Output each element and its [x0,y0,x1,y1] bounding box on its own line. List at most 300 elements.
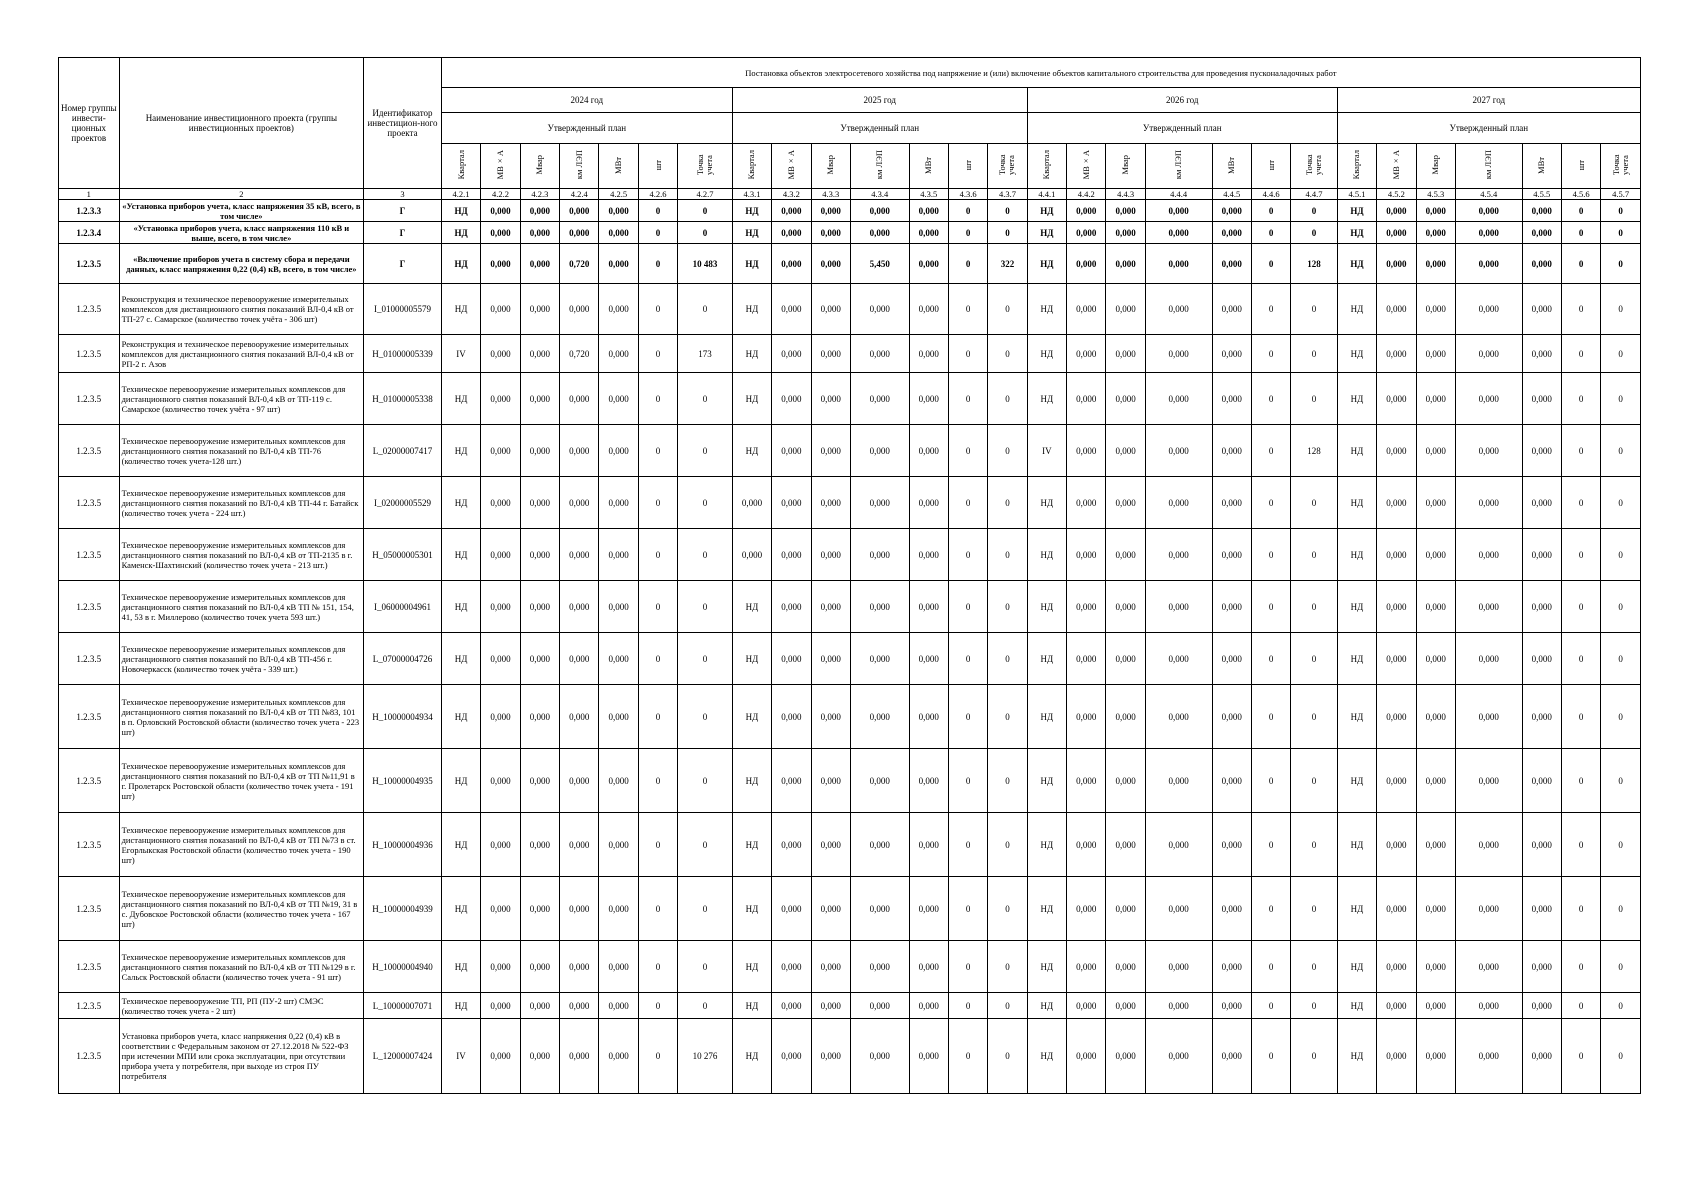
row-value-cell: 0,000 [1067,335,1106,373]
row-value-cell: 0,000 [481,685,520,749]
row-value-cell: 0 [1251,335,1290,373]
row-value-cell: 0,000 [1067,993,1106,1019]
header-unit-label: Мвар [1430,155,1441,175]
row-value-cell: 0,000 [1522,633,1561,685]
header-unit-label: МВ×А [1080,150,1091,180]
column-number: 4.5.6 [1561,189,1600,200]
row-value-cell: 0 [1601,284,1640,335]
row-value-cell: 0,000 [1106,373,1145,425]
row-value-cell: 0,000 [1212,685,1251,749]
row-project-name: Техническое перевооружение измерительных комплексов для дистанционного снятия показаний ВЛ-0,4 кВ от ТП-119 с. Самарское (количество точек учёта - 97 шт) [119,373,363,425]
row-value-cell: 0 [1291,877,1337,941]
row-value-cell: 0,000 [850,1019,909,1094]
header-year: 2026 год [1027,88,1337,113]
column-number: 4.3.5 [909,189,948,200]
row-value-cell: 0,000 [1455,685,1522,749]
row-group-number: 1.2.3.5 [59,749,120,813]
table-row [59,633,1641,685]
row-value-cell: 0,000 [1106,749,1145,813]
row-project-name: Техническое перевооружение измерительных комплексов для дистанционного снятия показаний по ВЛ-0,4 кВ от ТП-2135 в г. Каменск-Шахтинский (количество точек учета - 213 шт.) [119,529,363,581]
row-value-cell: НД [1337,529,1376,581]
header-unit [1145,144,1212,189]
row-value-cell: 0,000 [1212,877,1251,941]
table-row [59,284,1641,335]
row-value-cell: 0,000 [811,335,850,373]
row-value-cell: 0 [638,633,677,685]
row-value-cell: 0,000 [1455,200,1522,222]
row-group-number: 1.2.3.5 [59,425,120,477]
row-value-cell: 0,000 [1455,373,1522,425]
header-unit [988,144,1027,189]
row-value-cell: 0,000 [1455,284,1522,335]
row-value-cell: 0,000 [1455,425,1522,477]
row-value-cell: 0,000 [1522,941,1561,993]
row-value-cell: 0,000 [909,373,948,425]
header-unit [1337,144,1376,189]
row-value-cell: 0,000 [520,425,559,477]
row-value-cell: 0,000 [850,335,909,373]
row-value-cell: 0 [638,941,677,993]
header-unit-label: Мвар [825,155,836,175]
column-number: 4.3.3 [811,189,850,200]
row-value-cell: НД [1027,335,1066,373]
row-value-cell: НД [732,373,771,425]
row-value-cell: 0,000 [1416,813,1455,877]
row-value-cell: 0 [1601,993,1640,1019]
row-value-cell: 0,000 [1522,685,1561,749]
row-value-cell: НД [441,993,480,1019]
header-unit-label: МВт [923,156,934,174]
row-value-cell: НД [732,633,771,685]
row-value-cell: НД [1337,244,1376,284]
header-group-number: Номер группы инвести-ционных проектов [59,58,120,189]
row-value-cell: 0,000 [1145,477,1212,529]
row-value-cell: 0,000 [520,581,559,633]
row-value-cell: 0,000 [811,425,850,477]
row-value-cell: 128 [1291,244,1337,284]
column-number: 4.5.3 [1416,189,1455,200]
row-value-cell: 0,720 [560,335,599,373]
column-number: 4.2.6 [638,189,677,200]
row-project-id: Г [364,222,442,244]
row-value-cell: 0,000 [1106,425,1145,477]
column-number: 4.5.1 [1337,189,1376,200]
row-value-cell: 0 [1291,284,1337,335]
row-value-cell: 0,000 [520,1019,559,1094]
row-value-cell: 0,000 [520,477,559,529]
column-number: 4.4.3 [1106,189,1145,200]
row-value-cell: 0 [988,685,1027,749]
header-unit [732,144,771,189]
row-value-cell: НД [732,335,771,373]
row-value-cell: 0 [988,425,1027,477]
column-number: 4.2.7 [678,189,733,200]
row-value-cell: 128 [1291,425,1337,477]
row-value-cell: 0,000 [1455,813,1522,877]
row-value-cell: НД [1337,685,1376,749]
row-value-cell: НД [1027,993,1066,1019]
row-value-cell: НД [732,581,771,633]
row-value-cell: НД [441,477,480,529]
row-value-cell: НД [1337,200,1376,222]
table-row [59,244,1641,284]
row-value-cell: 0,000 [1106,222,1145,244]
row-value-cell: 0,000 [772,993,811,1019]
column-number: 4.4.6 [1251,189,1290,200]
row-value-cell: 0,000 [1377,335,1416,373]
row-value-cell: 0,000 [772,529,811,581]
row-value-cell: 0,000 [811,877,850,941]
row-value-cell: 0,000 [909,244,948,284]
row-project-id: H_01000005339 [364,335,442,373]
investment-table-sheet [58,57,1640,1094]
row-value-cell: 0 [948,941,987,993]
row-group-number: 1.2.3.5 [59,993,120,1019]
row-value-cell: 0,000 [560,877,599,941]
row-project-name: Техническое перевооружение измерительных комплексов для дистанционного снятия показаний по ВЛ-0,4 кВ от ТП №129 в г. Сальск Ростовской области (количество точек учета - 91 шт) [119,941,363,993]
row-value-cell: 0,000 [1106,1019,1145,1094]
row-value-cell: 0,000 [1145,284,1212,335]
row-value-cell: 0,000 [560,373,599,425]
row-value-cell: 0,000 [1106,941,1145,993]
header-unit-label: км ЛЭП [874,150,885,180]
row-value-cell: 0,000 [1106,529,1145,581]
row-value-cell: НД [441,749,480,813]
row-value-cell: 0 [948,335,987,373]
row-value-cell: 0,000 [599,1019,638,1094]
row-value-cell: 0,000 [1212,222,1251,244]
row-value-cell: 0,000 [1145,335,1212,373]
row-project-id: H_10000004935 [364,749,442,813]
row-value-cell: 0 [948,373,987,425]
row-value-cell: НД [732,222,771,244]
row-value-cell: 0 [1561,1019,1600,1094]
row-value-cell: 0,000 [909,529,948,581]
header-unit-label: МВ×А [1390,150,1401,180]
row-value-cell: НД [441,941,480,993]
row-value-cell: 0,000 [481,529,520,581]
row-value-cell: НД [732,749,771,813]
column-number: 3 [364,189,442,200]
row-project-id: L_02000007417 [364,425,442,477]
row-value-cell: 0,000 [520,244,559,284]
row-group-number: 1.2.3.3 [59,200,120,222]
row-value-cell: 0 [988,941,1027,993]
row-value-cell: 0 [1251,244,1290,284]
table-row [59,685,1641,749]
row-value-cell: 0,000 [481,284,520,335]
row-value-cell: НД [1027,941,1066,993]
row-value-cell: 0 [1561,941,1600,993]
row-value-cell: 0,000 [1067,685,1106,749]
row-value-cell: 0,000 [481,222,520,244]
row-group-number: 1.2.3.5 [59,633,120,685]
row-value-cell: 0,000 [811,222,850,244]
header-unit-label: Мвар [534,155,545,175]
row-project-name: Техническое перевооружение измерительных комплексов для дистанционного снятия показаний по ВЛ-0,4 кВ ТП-456 г. Новочеркасск (количество точек учёта - 339 шт.) [119,633,363,685]
row-value-cell: 0 [948,529,987,581]
row-value-cell: 0,000 [1212,941,1251,993]
row-value-cell: 0,000 [1106,244,1145,284]
row-value-cell: 0,000 [1212,529,1251,581]
row-value-cell: 0,000 [909,877,948,941]
header-unit-label: МВт [1536,156,1547,174]
row-value-cell: 0 [1251,529,1290,581]
row-value-cell: 0,000 [850,685,909,749]
row-value-cell: 0,000 [1416,685,1455,749]
header-unit-label: Квартал [455,150,466,180]
row-value-cell: 0 [1291,222,1337,244]
row-value-cell: 0,000 [560,425,599,477]
row-value-cell: 0,000 [1416,941,1455,993]
row-project-name: Техническое перевооружение ТП, РП (ПУ-2 шт) СМЭС (количество точек учета - 2 шт) [119,993,363,1019]
row-value-cell: 0 [948,877,987,941]
row-value-cell: НД [441,244,480,284]
row-value-cell: 0,000 [599,284,638,335]
row-value-cell: IV [1027,425,1066,477]
row-value-cell: 0,000 [811,749,850,813]
row-value-cell: 0,000 [1145,581,1212,633]
row-group-number: 1.2.3.5 [59,335,120,373]
column-number: 4.3.4 [850,189,909,200]
row-project-id: L_10000007071 [364,993,442,1019]
header-unit [909,144,948,189]
row-project-name: «Установка приборов учета, класс напряжения 110 кВ и выше, всего, в том числе» [119,222,363,244]
row-value-cell: 0,000 [599,941,638,993]
row-value-cell: 0 [1291,529,1337,581]
row-value-cell: 0 [1291,581,1337,633]
row-value-cell: 0,000 [1212,1019,1251,1094]
row-value-cell: 0,000 [1145,244,1212,284]
row-value-cell: 0 [678,941,733,993]
row-value-cell: 0,000 [909,335,948,373]
row-value-cell: НД [1337,425,1376,477]
row-value-cell: 0,000 [1377,200,1416,222]
row-value-cell: 0,000 [520,200,559,222]
row-value-cell: НД [1027,813,1066,877]
row-value-cell: 0,000 [1455,477,1522,529]
header-approved-plan: Утвержденный план [441,113,732,144]
row-value-cell: 0,000 [909,685,948,749]
row-value-cell: 0 [1251,200,1290,222]
row-value-cell: 0,000 [1416,425,1455,477]
row-value-cell: НД [1027,200,1066,222]
row-value-cell: 0 [1601,335,1640,373]
column-number: 4.3.7 [988,189,1027,200]
row-value-cell: 0,000 [1377,373,1416,425]
row-value-cell: 5,450 [850,244,909,284]
row-value-cell: 0 [1251,749,1290,813]
row-value-cell: 0,000 [1106,633,1145,685]
row-value-cell: 0,000 [1212,633,1251,685]
row-value-cell: 0,000 [1145,529,1212,581]
row-value-cell: 0 [678,425,733,477]
row-value-cell: 0,000 [1522,244,1561,284]
row-value-cell: НД [441,284,480,335]
column-number: 4.5.2 [1377,189,1416,200]
header-unit-label: шт [652,159,663,171]
row-value-cell: 0,000 [850,581,909,633]
row-value-cell: 0,000 [599,222,638,244]
row-value-cell: 0 [948,813,987,877]
row-value-cell: 0,000 [1377,222,1416,244]
column-number: 4.4.1 [1027,189,1066,200]
row-value-cell: 0 [678,877,733,941]
row-value-cell: 0,000 [1212,477,1251,529]
row-value-cell: 0,000 [1067,529,1106,581]
row-value-cell: 0 [988,993,1027,1019]
row-value-cell: 0,000 [850,993,909,1019]
row-value-cell: 0,000 [732,529,771,581]
header-unit [560,144,599,189]
row-value-cell: НД [1337,813,1376,877]
header-unit [1561,144,1600,189]
column-number: 4.3.1 [732,189,771,200]
row-value-cell: 0,000 [1455,941,1522,993]
row-value-cell: 0,000 [599,993,638,1019]
row-value-cell: 0 [1251,581,1290,633]
header-unit-label: шт [1265,159,1276,171]
row-value-cell: 0 [1291,993,1337,1019]
row-project-id: I_01000005579 [364,284,442,335]
row-value-cell: 0,000 [811,685,850,749]
row-group-number: 1.2.3.5 [59,373,120,425]
row-value-cell: НД [1337,284,1376,335]
row-value-cell: 0,000 [1522,284,1561,335]
row-value-cell: 0 [1601,425,1640,477]
header-unit [772,144,811,189]
row-value-cell: IV [441,1019,480,1094]
row-value-cell: 0,000 [1416,529,1455,581]
row-project-id: Г [364,200,442,222]
row-value-cell: 0,000 [1522,813,1561,877]
row-group-number: 1.2.3.5 [59,581,120,633]
row-value-cell: 0,000 [811,581,850,633]
row-value-cell: 0 [1291,633,1337,685]
row-value-cell: 0,000 [1067,1019,1106,1094]
column-number: 1 [59,189,120,200]
row-value-cell: 0 [678,373,733,425]
row-value-cell: НД [441,222,480,244]
row-value-cell: 0 [678,749,733,813]
row-value-cell: 0,000 [560,633,599,685]
row-value-cell: НД [732,425,771,477]
row-value-cell: 0,000 [1455,877,1522,941]
row-value-cell: 0,000 [1067,633,1106,685]
row-value-cell: 0 [1561,685,1600,749]
row-value-cell: 0 [1251,941,1290,993]
row-value-cell: НД [1027,581,1066,633]
header-unit-label: шт [962,159,973,171]
row-value-cell: 0,000 [732,477,771,529]
row-value-cell: 0 [988,813,1027,877]
row-group-number: 1.2.3.5 [59,244,120,284]
row-value-cell: 0,000 [1212,284,1251,335]
row-project-name: Техническое перевооружение измерительных комплексов для дистанционного снятия показаний по ВЛ-0,4 кВ ТП-44 г. Батайск (количество точек учета - 224 шт.) [119,477,363,529]
row-value-cell: НД [732,993,771,1019]
header-project-id: Идентификатор инвестицион-ного проекта [364,58,442,189]
row-project-name: «Установка приборов учета, класс напряжения 35 кВ, всего, в том числе» [119,200,363,222]
row-value-cell: 0,000 [520,373,559,425]
row-project-name: Реконструкция и техническое перевооружение измерительных комплексов для дистанционного снятия показаний ВЛ-0,4 кВ от РП-2 г. Азов [119,335,363,373]
table-row [59,425,1641,477]
row-value-cell: 0,000 [850,877,909,941]
row-value-cell: 0 [638,373,677,425]
header-unit [1067,144,1106,189]
row-value-cell: 0 [948,425,987,477]
header-unit [599,144,638,189]
row-value-cell: 0 [1561,633,1600,685]
header-year: 2024 год [441,88,732,113]
table-row [59,877,1641,941]
row-project-name: «Включение приборов учета в систему сбора и передачи данных, класс напряжения 0,22 (0,4) кВ, всего, в том числе» [119,244,363,284]
row-value-cell: 0 [948,200,987,222]
row-value-cell: 0,000 [1522,993,1561,1019]
row-value-cell: НД [732,200,771,222]
row-value-cell: 0,000 [1106,685,1145,749]
header-unit-label: км ЛЭП [1173,150,1184,180]
row-value-cell: 0,000 [1377,1019,1416,1094]
row-value-cell: НД [732,941,771,993]
row-project-id: I_06000004961 [364,581,442,633]
row-value-cell: 0,000 [772,284,811,335]
row-value-cell: 0 [678,200,733,222]
row-value-cell: 0,000 [599,581,638,633]
row-value-cell: НД [732,877,771,941]
table-row [59,749,1641,813]
row-value-cell: 0 [1251,222,1290,244]
header-unit [948,144,987,189]
row-value-cell: 0,000 [1522,222,1561,244]
header-unit [441,144,480,189]
row-value-cell: 0,720 [560,244,599,284]
row-value-cell: НД [1027,244,1066,284]
header-unit [1251,144,1290,189]
row-value-cell: 0,000 [1522,373,1561,425]
row-value-cell: 0,000 [520,633,559,685]
column-number: 4.4.7 [1291,189,1337,200]
row-value-cell: 0,000 [811,373,850,425]
row-value-cell: 0,000 [1067,244,1106,284]
row-value-cell: 0,000 [481,581,520,633]
row-value-cell: 0,000 [909,425,948,477]
row-value-cell: НД [1027,633,1066,685]
row-value-cell: 0,000 [481,477,520,529]
header-unit [1377,144,1416,189]
row-value-cell: 0,000 [1377,877,1416,941]
row-value-cell: НД [1337,477,1376,529]
row-value-cell: 0 [1561,284,1600,335]
row-value-cell: 0,000 [1212,993,1251,1019]
row-value-cell: 0 [1291,335,1337,373]
row-value-cell: НД [1337,581,1376,633]
row-value-cell: 0,000 [481,200,520,222]
row-value-cell: 0 [1291,200,1337,222]
row-value-cell: 0 [988,222,1027,244]
row-value-cell: 0 [1601,477,1640,529]
row-value-cell: 0,000 [1212,749,1251,813]
row-value-cell: 0,000 [1067,222,1106,244]
row-value-cell: 0,000 [850,529,909,581]
row-value-cell: 0,000 [599,244,638,284]
row-value-cell: 0,000 [772,813,811,877]
row-project-id: H_01000005338 [364,373,442,425]
row-value-cell: 0,000 [811,1019,850,1094]
row-value-cell: 0 [988,1019,1027,1094]
row-value-cell: 0 [1251,425,1290,477]
row-value-cell: 0,000 [909,284,948,335]
row-value-cell: 0,000 [1106,813,1145,877]
